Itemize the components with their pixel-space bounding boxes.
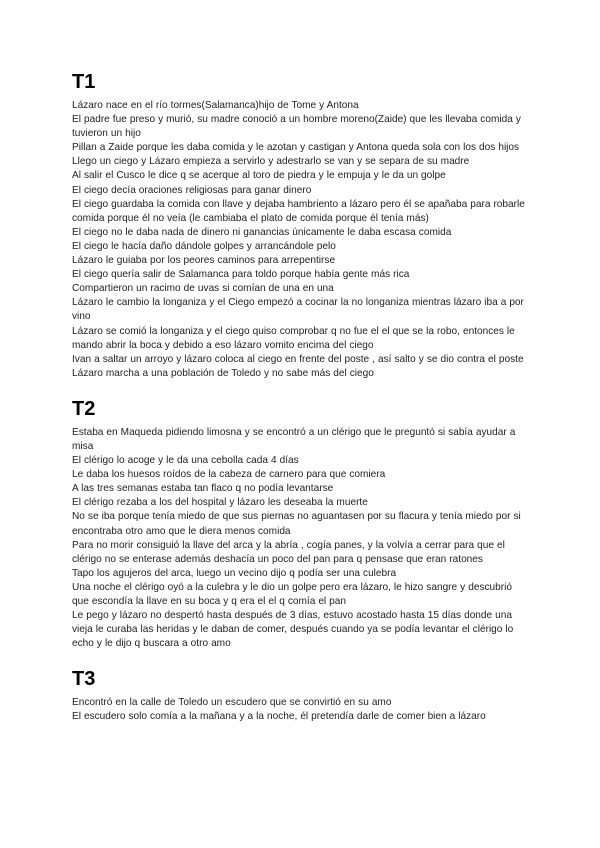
text-line: El ciego no le daba nada de dinero ni ganancias únicamente le daba escasa comida: [72, 226, 452, 238]
text-line: El ciego guardaba la comida con llave y dejaba hambriento a lázaro pero él se apañaba para robarle comida porque él no veía (le cambiaba el plato de comida porque él tenía más): [72, 198, 525, 224]
section-heading: T3: [72, 668, 96, 691]
text-line: Lázaro le cambio la longaniza y el Ciego empezó a cocinar la no longaniza mientras lázaro iba a por vino: [72, 297, 524, 323]
text-line: El clérigo lo acoge y le da una cebolla cada 4 días: [72, 455, 299, 467]
text-line: El padre fue preso y murió, su madre conoció a un hombre moreno(Zaide) que les llevaba comida y tuvieron un hijo: [72, 114, 521, 140]
text-line: Lázaro se comió la longaniza y el ciego quiso comprobar q no fue el el que se la robo, entonces le mando abrir la boca y debido a eso lázaro vomito encima del ciego: [72, 325, 515, 351]
text-line: Lázaro le guiaba por los peores caminos para arrepentirse: [72, 255, 336, 267]
text-line: Tapo los agujeros del arca, luego un vecino dijo q podía ser una culebra: [72, 567, 397, 579]
text-line: Lázaro nace en el río tormes(Salamanca)hijo de Tome y Antona: [72, 100, 359, 111]
text-line: Le pego y lázaro no despertó hasta después de 3 días, estuvo acostado hasta 15 días donde una vieja le curaba las heridas y le daban de comer, después cuando ya se podía levantar el clérigo lo echo y le dijo q buscara a otro amo: [72, 610, 514, 650]
section-heading: T2: [72, 397, 96, 420]
text-line: Llego un ciego y Lázaro empieza a servirlo y adestrarlo se van y se separa de su madre: [72, 156, 470, 168]
section-t3: [72, 667, 528, 724]
section-t2: [72, 397, 528, 652]
section-lines: [72, 99, 528, 381]
text-line: El clérigo rezaba a los del hospital y lázaro les deseaba la muerte: [72, 497, 368, 509]
text-line: Lázaro marcha a una población de Toledo y no sabe más del ciego: [72, 367, 374, 379]
text-line: No se iba porque tenía miedo de que sus piernas no aguantasen por su flacura y tenía miedo por si encontraba otro amo que le diera menos comida: [72, 511, 521, 537]
text-line: A las tres semanas estaba tan flaco q no podía levantarse: [72, 483, 334, 495]
text-line: Compartieron un racimo de uvas si comían de una en una: [72, 283, 334, 295]
text-line: El ciego decía oraciones religiosas para ganar dinero: [72, 184, 312, 196]
section-lines: [72, 426, 528, 652]
section-lines: [72, 696, 528, 724]
text-line: El ciego quería salir de Salamanca para toldo porque había gente más rica: [72, 269, 410, 281]
text-line: Pillan a Zaide porque les daba comida y le azotan y castigan y Antona queda sola con los dos hijos: [72, 142, 520, 154]
text-line: Le daba los huesos roídos de la cabeza de carnero para que comiera: [72, 469, 386, 481]
text-line: El ciego le hacía daño dándole golpes y arrancándole pelo: [72, 240, 336, 252]
text-line: Ivan a saltar un arroyo y lázaro coloca al ciego en frente del poste , así salto y se dio contra el poste: [72, 353, 524, 365]
text-line: Estaba en Maqueda pidiendo limosna y se encontró a un clérigo que le preguntó si sabía ayudar a misa: [72, 426, 516, 452]
text-line: El escudero solo comía a la mañana y a la noche, él pretendía darle de comer bien a lázaro: [72, 711, 486, 723]
text-line: Para no morir consiguió la llave del arca y la abría , cogía panes, y la volvía a cerrar para que el clérigo no se enterase además deshacía un poco del pan para q pensase que eran ratones: [72, 539, 505, 565]
section-heading: T1: [72, 71, 96, 93]
text-line: Encontró en la calle de Toledo un escudero que se convirtió en su amo: [72, 697, 392, 709]
text-line: Al salir el Cusco le dice q se acerque al toro de piedra y le empuja y le da un golpe: [72, 170, 446, 182]
section-t1: [72, 70, 528, 381]
text-line: Una noche el clérigo oyó a la culebra y le dio un golpe pero era lázaro, le hizo sangre y descubrió que escondía la llave en su boca y q era el el q comía el pan: [72, 581, 512, 607]
